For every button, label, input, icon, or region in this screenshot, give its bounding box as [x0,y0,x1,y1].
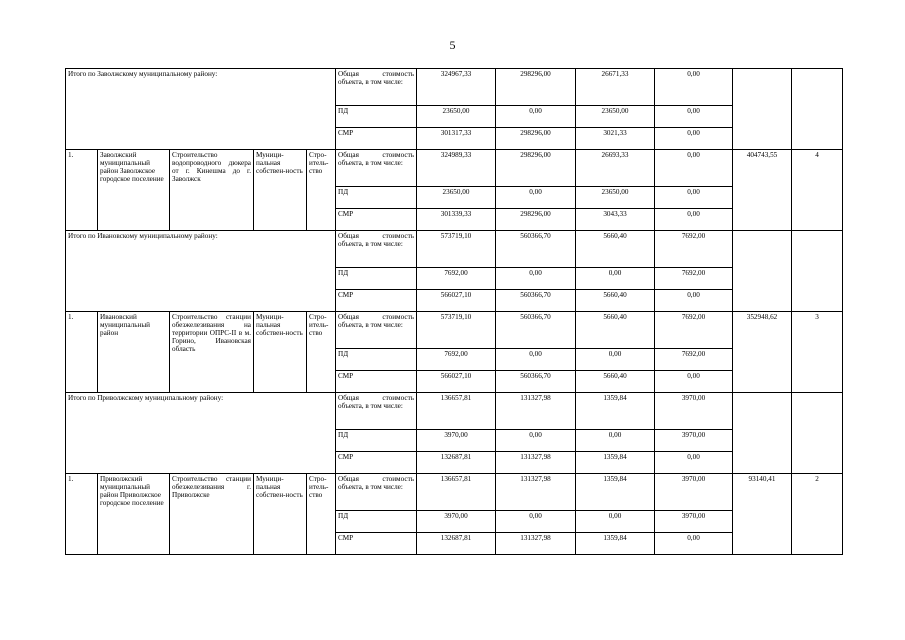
value-cell: 560366,70 [496,290,576,312]
item-number: 1. [66,312,98,393]
value-cell: 7692,00 [655,231,733,268]
value-cell: 560366,70 [496,371,576,393]
value-cell: 136657,81 [417,474,496,511]
ownership: Муници-пальная собствен-ность [254,150,307,231]
value-cell: 0,00 [655,209,733,231]
value-cell: 298296,00 [496,128,576,150]
value-cell: 26671,33 [576,69,655,106]
ownership: Муници-пальная собствен-ность [254,312,307,393]
empty-cell [792,69,843,150]
object-name: Строительство станции обезжелезивания на территории ОПРС-II в м. Горино, Ивановская область [170,312,254,393]
pd-label: ПД [336,106,417,128]
summary-row [66,393,843,430]
summary-title: Итого по Ивановскому муниципальному району: [66,231,336,312]
total-cost-label: Общая стоимость объекта, в том числе: [336,393,417,430]
empty-cell [733,393,792,474]
pd-label: ПД [336,430,417,452]
value-cell: 0,00 [655,69,733,106]
value-cell: 0,00 [655,533,733,555]
value-cell: 0,00 [496,349,576,371]
smr-label: СМР [336,533,417,555]
value-cell: 0,00 [496,511,576,533]
value-cell: 0,00 [576,511,655,533]
extra-value: 93140,41 [733,474,792,555]
value-cell: 566027,10 [417,371,496,393]
value-cell: 298296,00 [496,69,576,106]
value-cell: 3021,33 [576,128,655,150]
object-name: Строительство станции обезжелезивания г. Приволжске [170,474,254,555]
value-cell: 3970,00 [655,511,733,533]
value-cell: 324989,33 [417,150,496,187]
value-cell: 132687,81 [417,533,496,555]
value-cell: 566027,10 [417,290,496,312]
value-cell: 301317,33 [417,128,496,150]
value-cell: 7692,00 [655,268,733,290]
value-cell: 0,00 [496,106,576,128]
work-type: Стро-итель-ство [307,150,336,231]
value-cell: 0,00 [655,452,733,474]
value-cell: 0,00 [496,430,576,452]
value-cell: 560366,70 [496,231,576,268]
value-cell: 23650,00 [576,187,655,209]
value-cell: 0,00 [576,430,655,452]
rank: 2 [792,474,843,555]
value-cell: 3970,00 [417,511,496,533]
value-cell: 7692,00 [655,312,733,349]
value-cell: 0,00 [655,187,733,209]
value-cell: 0,00 [496,268,576,290]
value-cell: 1359,84 [576,393,655,430]
total-cost-label: Общая стоимость объекта, в том числе: [336,312,417,349]
total-cost-label: Общая стоимость объекта, в том числе: [336,150,417,187]
summary-row [66,69,843,106]
total-cost-label: Общая стоимость объекта, в том числе: [336,474,417,511]
smr-label: СМР [336,371,417,393]
value-cell: 131327,98 [496,452,576,474]
value-cell: 136657,81 [417,393,496,430]
extra-value: 352948,62 [733,312,792,393]
value-cell: 0,00 [655,290,733,312]
municipality: Ивановский муниципальный район [98,312,170,393]
value-cell: 324967,33 [417,69,496,106]
value-cell: 131327,98 [496,474,576,511]
total-cost-label: Общая стоимость объекта, в том числе: [336,69,417,106]
value-cell: 131327,98 [496,533,576,555]
value-cell: 1359,84 [576,533,655,555]
summary-title: Итого по Заволжскому муниципальному району: [66,69,336,150]
empty-cell [792,231,843,312]
value-cell: 1359,84 [576,452,655,474]
investment-table [65,68,843,555]
extra-value: 404743,55 [733,150,792,231]
value-cell: 298296,00 [496,209,576,231]
value-cell: 131327,98 [496,393,576,430]
value-cell: 7692,00 [417,268,496,290]
smr-label: СМР [336,290,417,312]
value-cell: 23650,00 [417,106,496,128]
item-number: 1. [66,474,98,555]
value-cell: 3970,00 [655,474,733,511]
value-cell: 1359,84 [576,474,655,511]
item-number: 1. [66,150,98,231]
smr-label: СМР [336,128,417,150]
value-cell: 298296,00 [496,150,576,187]
rank: 4 [792,150,843,231]
empty-cell [792,393,843,474]
value-cell: 560366,70 [496,312,576,349]
value-cell: 573719,10 [417,231,496,268]
value-cell: 3970,00 [655,430,733,452]
value-cell: 0,00 [496,187,576,209]
page-number: 5 [449,38,456,52]
work-type: Стро-итель-ство [307,312,336,393]
empty-cell [733,231,792,312]
item-row [66,474,843,511]
value-cell: 5660,40 [576,290,655,312]
pd-label: ПД [336,268,417,290]
value-cell: 0,00 [576,268,655,290]
value-cell: 23650,00 [576,106,655,128]
value-cell: 0,00 [576,349,655,371]
value-cell: 7692,00 [655,349,733,371]
value-cell: 5660,40 [576,371,655,393]
pd-label: ПД [336,187,417,209]
value-cell: 5660,40 [576,312,655,349]
summary-title: Итого по Приволжскому муниципальному району: [66,393,336,474]
value-cell: 3970,00 [417,430,496,452]
summary-row [66,231,843,268]
pd-label: ПД [336,349,417,371]
value-cell: 7692,00 [417,349,496,371]
total-cost-label: Общая стоимость объекта, в том числе: [336,231,417,268]
municipality: Приволжский муниципальный район Приволжское городское поселение [98,474,170,555]
value-cell: 132687,81 [417,452,496,474]
pd-label: ПД [336,511,417,533]
value-cell: 5660,40 [576,231,655,268]
ownership: Муници-пальная собствен-ность [254,474,307,555]
municipality: Заволжский муниципальный район Заволжское городское поселение [98,150,170,231]
value-cell: 26693,33 [576,150,655,187]
object-name: Строительство водопроводного дюкера от г. Кинешма до г. Заволжск [170,150,254,231]
smr-label: СМР [336,209,417,231]
value-cell: 23650,00 [417,187,496,209]
value-cell: 3970,00 [655,393,733,430]
value-cell: 3043,33 [576,209,655,231]
empty-cell [733,69,792,150]
work-type: Стро-итель-ство [307,474,336,555]
rank: 3 [792,312,843,393]
value-cell: 0,00 [655,128,733,150]
value-cell: 0,00 [655,371,733,393]
value-cell: 0,00 [655,150,733,187]
value-cell: 301339,33 [417,209,496,231]
item-row [66,150,843,187]
smr-label: СМР [336,452,417,474]
value-cell: 0,00 [655,106,733,128]
value-cell: 573719,10 [417,312,496,349]
item-row [66,312,843,349]
